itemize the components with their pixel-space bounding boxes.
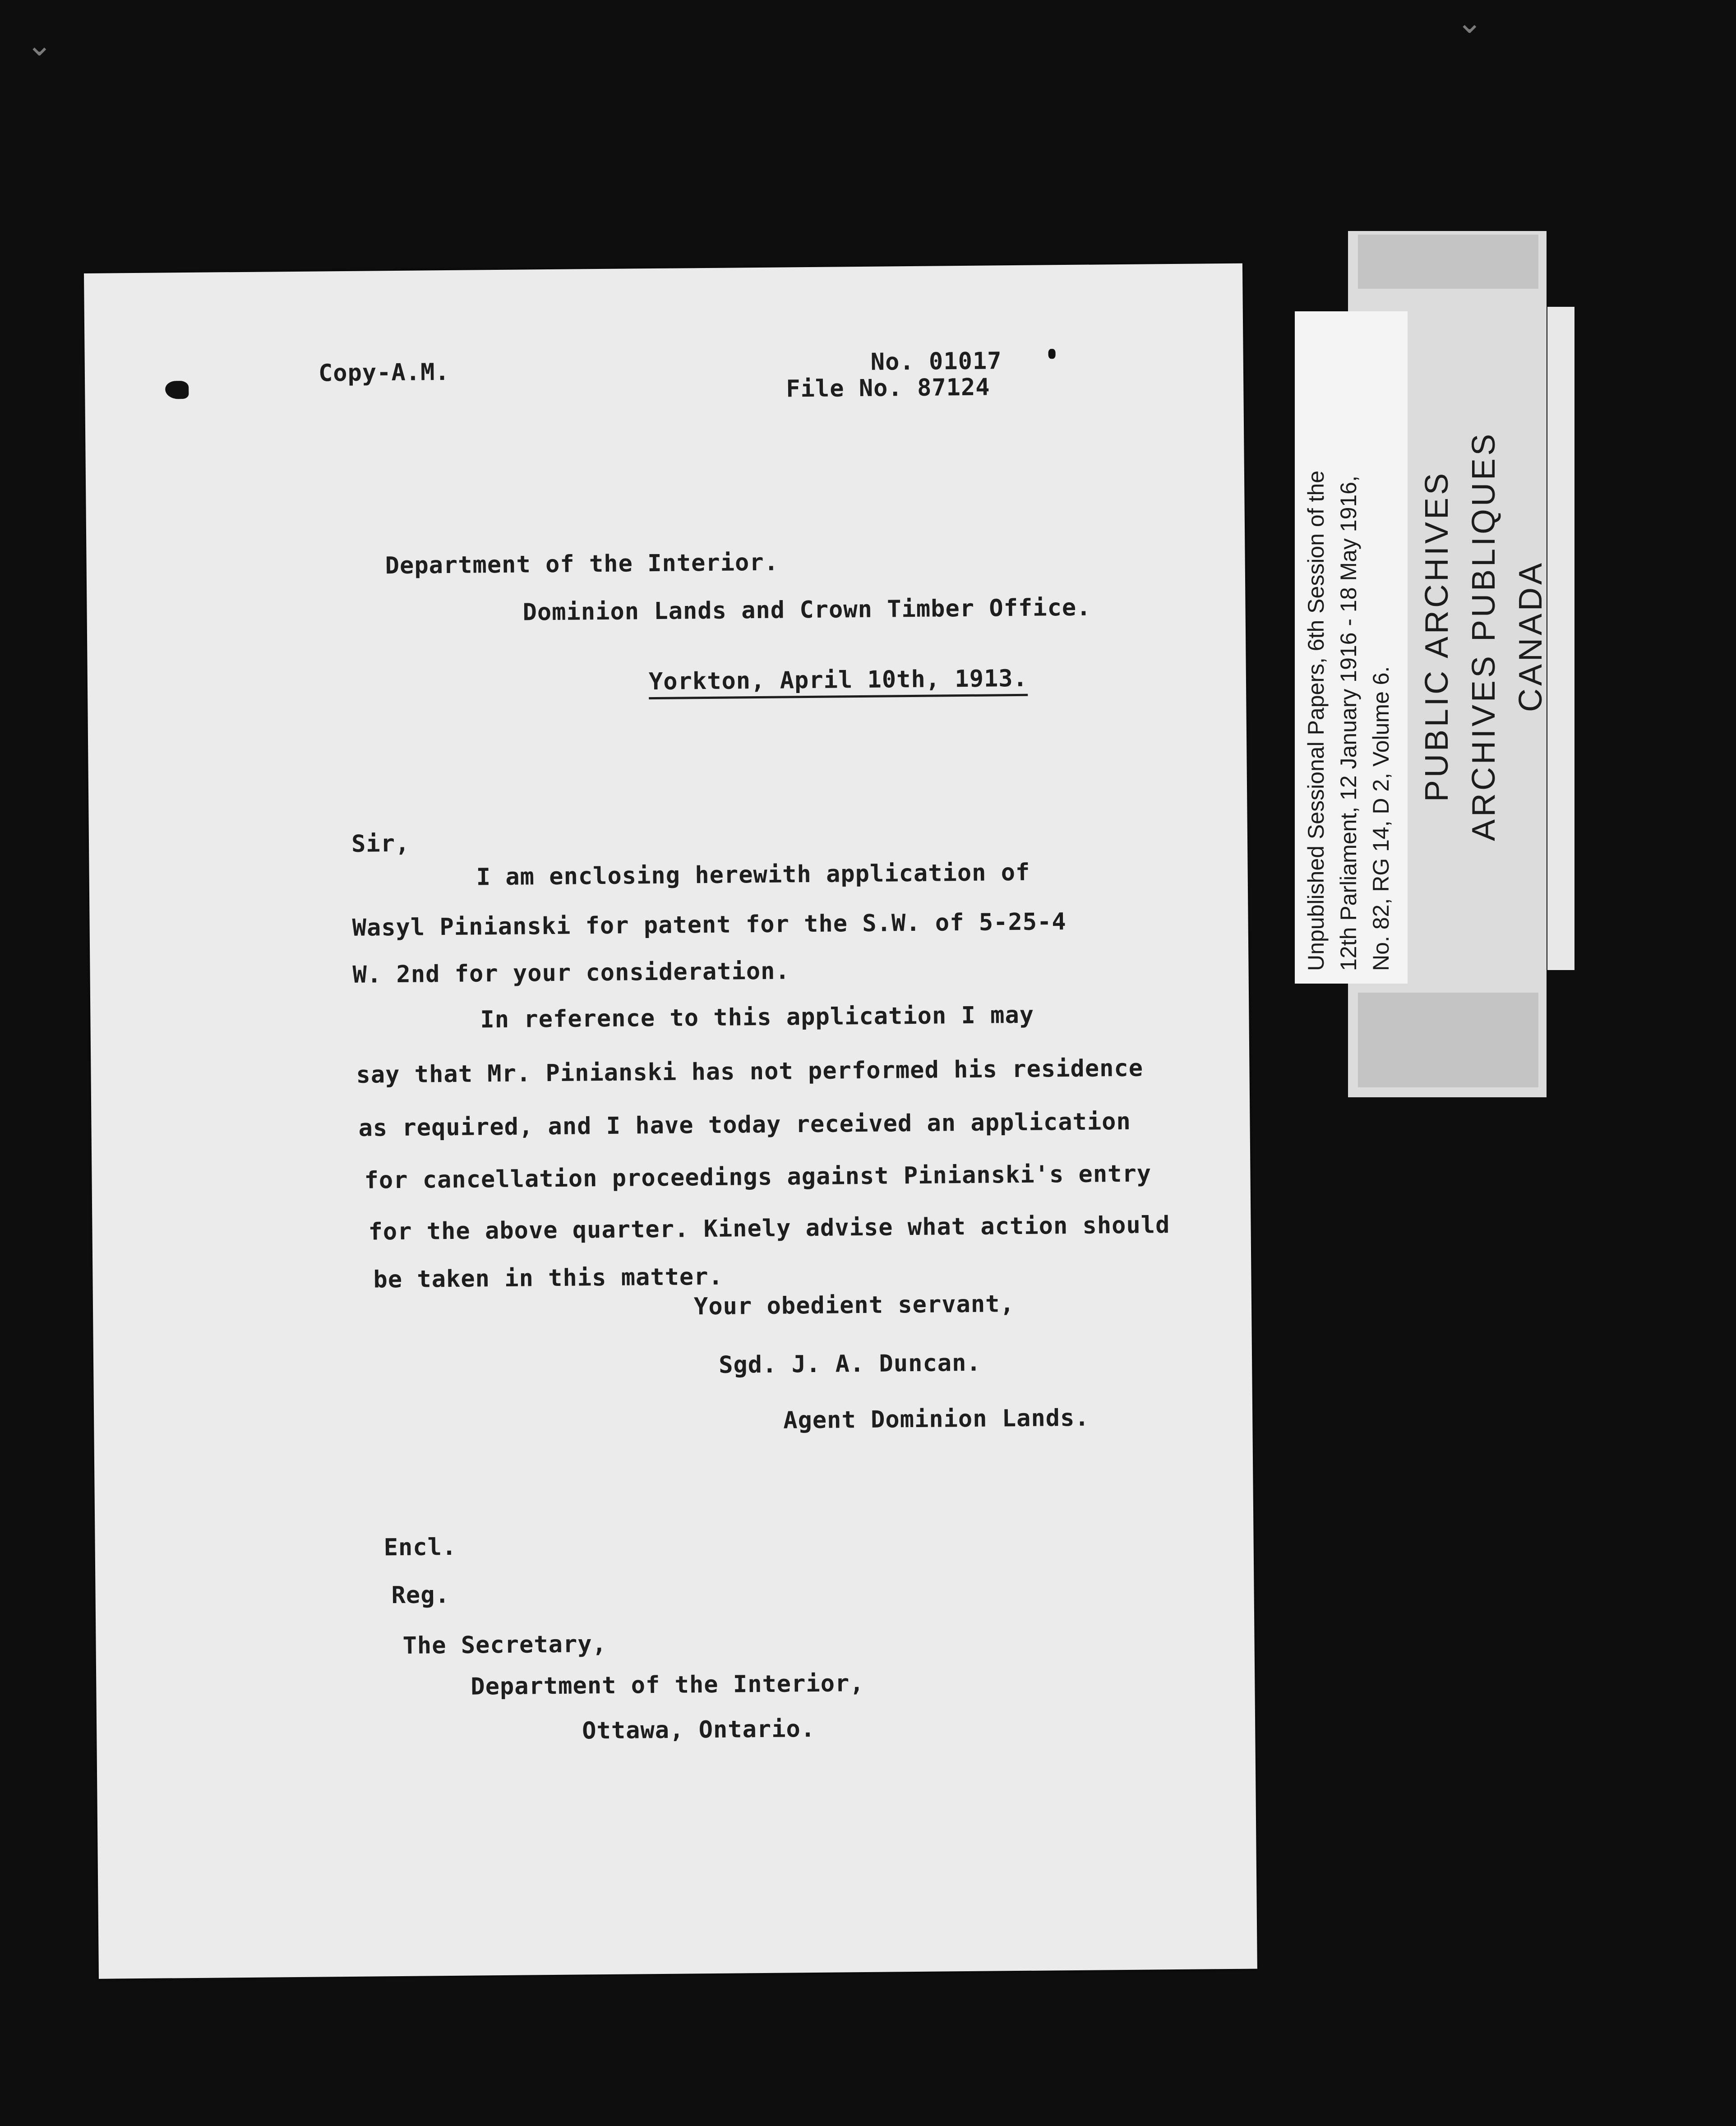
strip-shadow — [1358, 235, 1538, 289]
body-line: Wasyl Pinianski for patent for the S.W. of 5-25-4 — [352, 908, 1067, 942]
salutation: Sir, — [351, 830, 410, 858]
addressee-line: Department of the Interior, — [471, 1670, 864, 1701]
closing: Your obedient servant, — [693, 1290, 1015, 1321]
archive-stamp-line: CANADA — [1513, 560, 1549, 712]
addressee-line: Ottawa, Ontario. — [582, 1715, 816, 1745]
film-tick-right: ⌄ — [1456, 4, 1483, 41]
enclosure-note: Encl. — [383, 1533, 457, 1562]
signature-title: Agent Dominion Lands. — [783, 1404, 1090, 1434]
letter-number: No. 01017 — [870, 347, 1002, 376]
strip-shadow — [1358, 993, 1538, 1087]
body-line: I am enclosing herewith application of — [476, 859, 1030, 891]
office-heading: Dominion Lands and Crown Timber Office. — [522, 594, 1091, 626]
archive-stamp-line: ARCHIVES PUBLIQUES — [1466, 431, 1502, 841]
ink-speck — [1048, 349, 1056, 359]
registration-note: Reg. — [391, 1581, 450, 1609]
reference-line: Unpublished Sessional Papers, 6th Session of the — [1303, 470, 1329, 971]
file-number: File No. 87124 — [786, 374, 990, 403]
body-line: for the above quarter. Kinely advise what action should — [368, 1211, 1170, 1246]
place-date: Yorkton, April 10th, 1913. — [649, 665, 1028, 699]
strip-edge — [1547, 307, 1574, 970]
body-line: be taken in this matter. — [373, 1263, 724, 1294]
copy-mark: Copy-A.M. — [318, 358, 450, 387]
signature: Sgd. J. A. Duncan. — [718, 1349, 981, 1379]
reference-line: 12th Parliament, 12 January 1916 - 18 May 1916, — [1336, 476, 1361, 971]
archive-reference-label — [1295, 311, 1408, 984]
archive-stamp-line: PUBLIC ARCHIVES — [1419, 470, 1455, 802]
letter-sheet — [84, 263, 1257, 1979]
department-heading: Department of the Interior. — [385, 549, 779, 580]
body-line: as required, and I have today received an application — [358, 1108, 1131, 1142]
body-line: for cancellation proceedings against Pinianski's entry — [364, 1160, 1152, 1194]
ink-blot — [165, 381, 189, 399]
addressee-line: The Secretary, — [402, 1631, 607, 1659]
film-tick-left: ⌄ — [26, 26, 53, 63]
reference-line: No. 82, RG 14, D 2, Volume 6. — [1368, 666, 1394, 971]
body-line: say that Mr. Pinianski has not performed his residence — [356, 1054, 1144, 1089]
body-line: In reference to this application I may — [480, 1001, 1034, 1034]
body-line: W. 2nd for your consideration. — [352, 957, 790, 989]
